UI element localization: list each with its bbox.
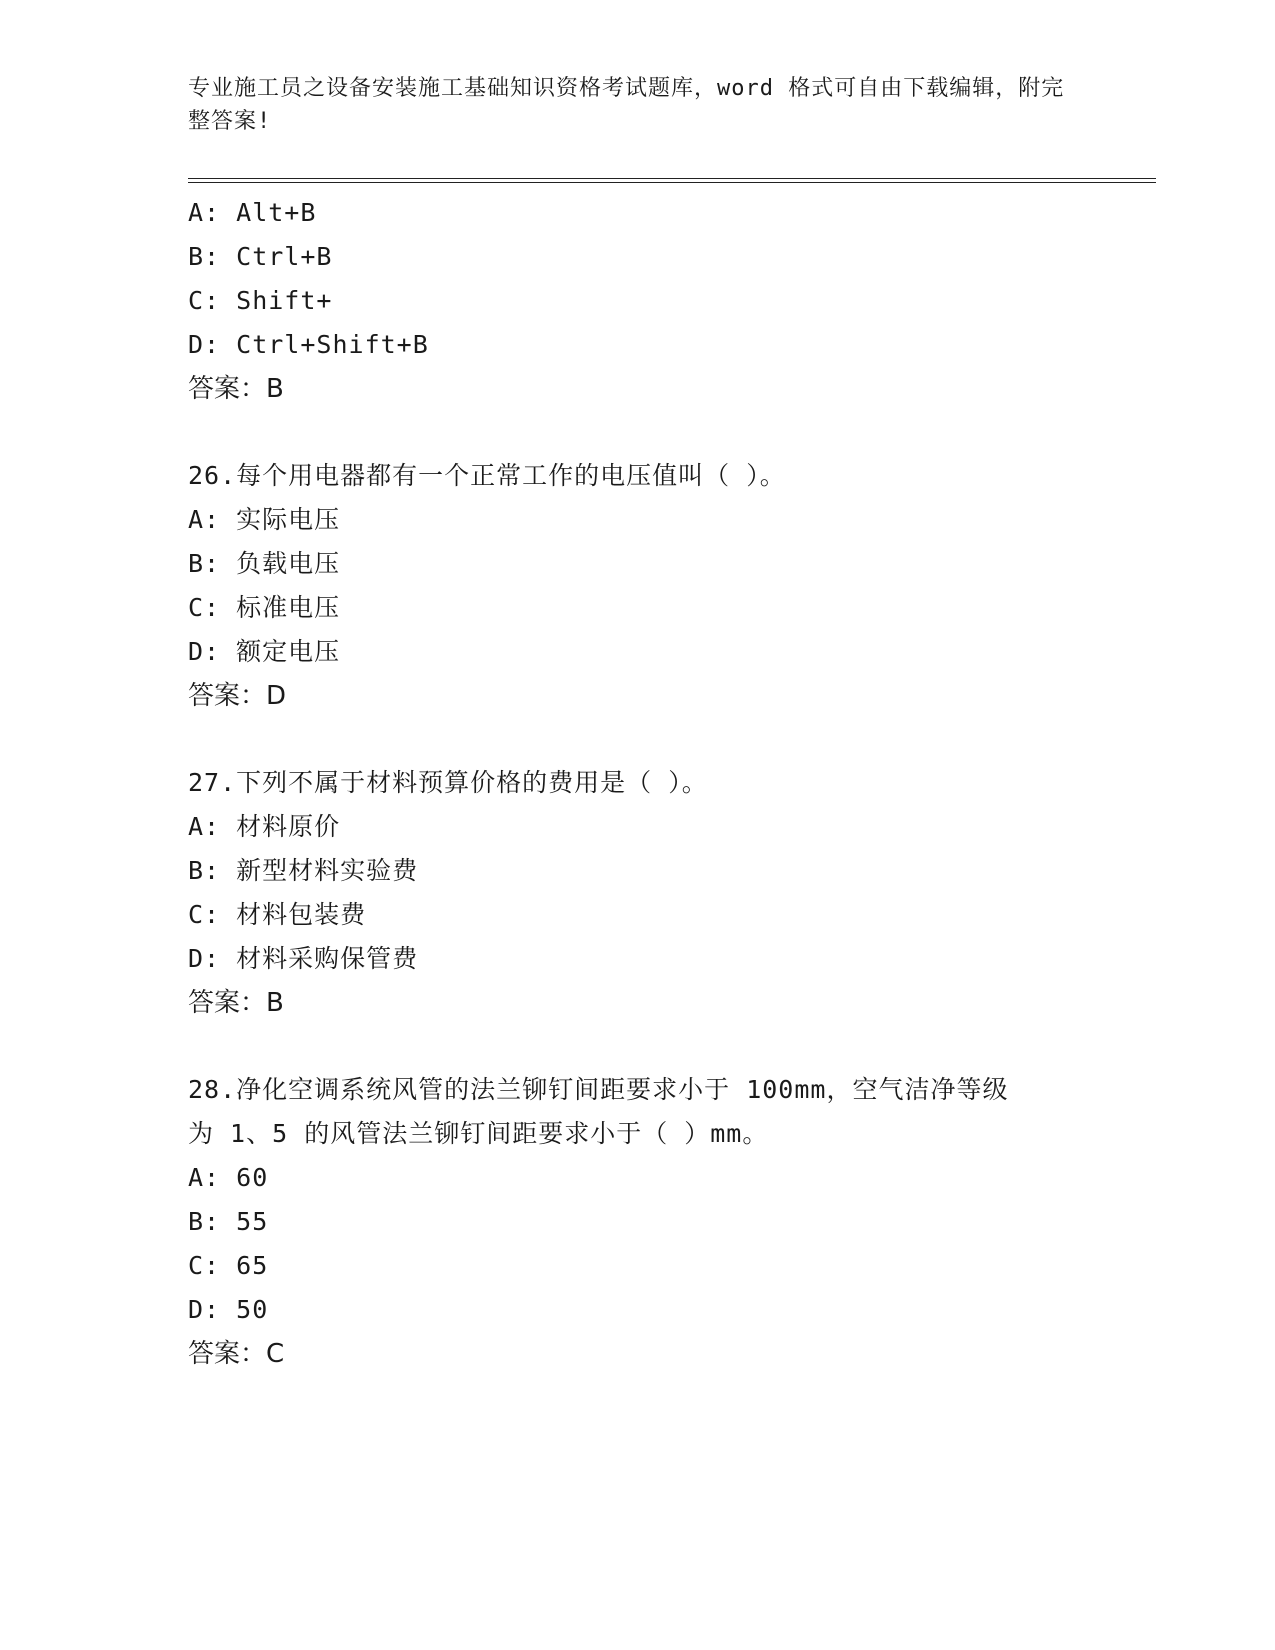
q25-option-d: D: Ctrl+Shift+B [188, 330, 429, 359]
q25-option-a: A: Alt+B [188, 198, 317, 227]
q28-answer: 答案：C [188, 1339, 285, 1369]
q26-answer: 答案：D [188, 681, 287, 711]
q26-option-b: B: 负载电压 [188, 549, 341, 578]
q25-option-c: C: Shift+ [188, 286, 333, 315]
q28-option-c: C: 65 [188, 1251, 269, 1280]
q26-option-c: C: 标准电压 [188, 593, 341, 622]
q26-option-d: D: 额定电压 [188, 637, 341, 666]
q27-option-d: D: 材料采购保管费 [188, 944, 419, 973]
q26-option-a: A: 实际电压 [188, 505, 341, 534]
q27-question: 27.下列不属于材料预算价格的费用是（ ）。 [188, 768, 708, 797]
q28-option-b: B: 55 [188, 1207, 269, 1236]
q28-question-line-1: 28.净化空调系统风管的法兰铆钉间距要求小于 100mm，空气洁净等级 [188, 1075, 1009, 1104]
q27-option-c: C: 材料包装费 [188, 900, 367, 929]
q28-option-d: D: 50 [188, 1295, 269, 1324]
q27-answer: 答案：B [188, 988, 284, 1018]
q28-question-line-2: 为 1、5 的风管法兰铆钉间距要求小于（ ）mm。 [188, 1119, 769, 1148]
q25-option-b: B: Ctrl+B [188, 242, 333, 271]
q27-option-b: B: 新型材料实验费 [188, 856, 419, 885]
q25-answer: 答案：B [188, 374, 284, 404]
q26-question: 26.每个用电器都有一个正常工作的电压值叫（ ）。 [188, 461, 786, 490]
q28-option-a: A: 60 [188, 1163, 269, 1192]
document-intro: 专业施工员之设备安装施工基础知识资格考试题库，word 格式可自由下载编辑，附完整答案! [188, 76, 1065, 134]
header-divider [188, 178, 1156, 183]
q27-option-a: A: 材料原价 [188, 812, 341, 841]
